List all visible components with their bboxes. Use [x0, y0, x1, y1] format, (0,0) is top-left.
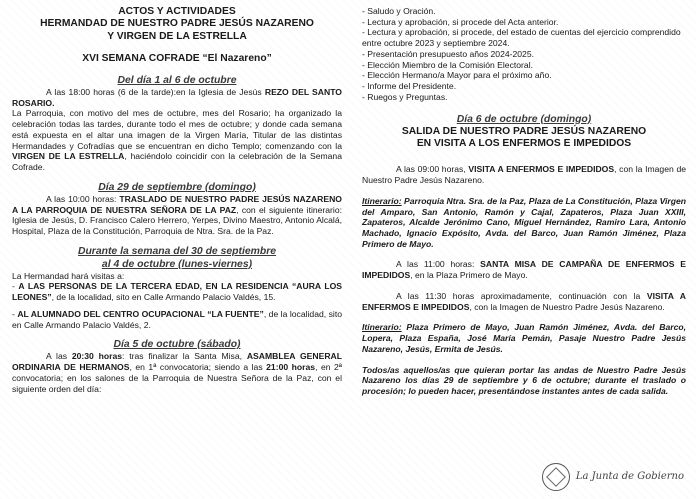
paragraph: [362, 291, 686, 312]
list-item: - Presentación presupuesto años 2024-2025.: [362, 48, 534, 59]
text: A las 11:00 horas:: [396, 259, 481, 270]
list-item: - Lectura y aprobación, si procede del Acta anterior.: [362, 16, 559, 27]
text-bold: REZO DEL SANTO ROSARIO.: [12, 86, 342, 108]
paragraph: [12, 87, 342, 108]
text-bold: VISITA A ENFERMOS E IMPEDIDOS: [468, 164, 615, 175]
closing-note: Todos/as aquellos/as que quieran portar las andas de Nuestro Padre Jesús Nazareno los días 29 de septiembre y 6 de octubre; durante el traslado o procesión; lo pueden hacer, presentándose instantes antes de cada salida.: [362, 364, 686, 397]
signature-text: La Junta de Gobierno: [575, 470, 684, 482]
text: , de la localidad, sito en Calle Armando Palacio Valdés, 2.: [12, 308, 342, 330]
list-item: - Informe del Presidente.: [362, 81, 457, 92]
section-title: [362, 126, 686, 151]
list-item: - Ruegos y Preguntas.: [362, 91, 448, 102]
text: A las: [46, 351, 72, 362]
text: A las 09:00 horas,: [396, 164, 469, 175]
itinerary-paragraph: [362, 322, 686, 354]
text-bold: VISITA A ENFERMOS E IMPEDIDOS: [362, 290, 686, 312]
itinerary-paragraph: [362, 196, 686, 250]
left-column: [12, 6, 342, 394]
text: , con la Imagen de Nuestro Padre Jesús Nazareno.: [469, 301, 665, 312]
section-date: Día 5 de octubre (sábado): [113, 339, 241, 351]
text: -: [12, 281, 19, 292]
text-bold: TRASLADO DE NUESTRO PADRE JESÚS NAZARENO A LA PARROQUIA DE NUESTRA SEÑORA DE LA PAZ: [12, 193, 342, 215]
list-item: - Elección Miembro de la Comisión Electoral.: [362, 59, 533, 70]
date-line: Durante la semana del 30 de septiembre: [77, 245, 277, 257]
header-line: ACTOS Y ACTIVIDADES: [118, 6, 236, 17]
paragraph: [362, 164, 686, 185]
itinerary-label: Itinerario:: [362, 322, 402, 333]
seal-icon: [542, 463, 570, 491]
paragraph: [12, 108, 342, 172]
text: -: [12, 308, 18, 319]
section-date: Del día 1 al 6 de octubre: [117, 74, 237, 86]
date-line: al 4 de octubre (lunes-viernes): [101, 258, 253, 270]
text-bold: VIRGEN DE LA ESTRELLA: [12, 151, 125, 162]
text-bold: 21:00 horas: [266, 362, 316, 373]
list-item: - Saludo y Oración.: [362, 6, 436, 16]
text: : tras finalizar la Santa Misa,: [122, 351, 247, 362]
text: , con la Imagen de Nuestro Padre Jesús Nazareno.: [362, 164, 687, 186]
paragraph: La Hermandad hará visitas a:: [12, 270, 125, 281]
text: , con el siguiente itinerario: Iglesia de Jesús, D. Francisco Calero Herrero, Yerpes, Divino Maestro, Antonio Alcalá, Hospital, Plaza de la Constitución, Parroquia de Ntra. Sra. de la Paz.: [12, 204, 342, 236]
agenda-list: [362, 6, 686, 103]
section-date: [12, 245, 342, 271]
list-item: - Elección Hermano/a Mayor para el próximo año.: [362, 70, 552, 81]
text: A las 11:30 horas aproximadamente, continuación con la: [396, 290, 647, 301]
list-item: - Lectura y aprobación, si procede, del estado de cuentas del ejercicio comprendido entre octubre 2023 y septiembre 2024.: [362, 27, 681, 49]
text: A las 18:00 horas (6 de la tarde):en la Iglesia de Jesús: [46, 86, 265, 97]
text-bold: 20:30 horas: [71, 351, 123, 362]
text: , de la localidad, sito en Calle Armando Palacio Valdés, 15.: [51, 292, 276, 303]
title-line: SALIDA DE NUESTRO PADRE JESÚS NAZARENO: [401, 125, 647, 137]
paragraph: [12, 351, 342, 394]
right-column: [362, 6, 686, 397]
paragraph: [12, 194, 342, 237]
itinerary-text: Plaza Primero de Mayo, Juan Ramón Jiménez, Avda. del Barco, Lopera, Plaza España, José María Pemán, Pasaje Nuestro Padre Jesús Nazareno, Jesús, Ermita de Jesús.: [362, 322, 686, 354]
itinerary-text: Parroquia Ntra. Sra. de la Paz, Plaza de La Constitución, Plaza Virgen del Amparo, San Antonio, Ramón y Cajal, Zapateros, Plaza Juan XXIII, Zapateros, Alcalde Jerónimo Cano, Miguel Hernández, Ramiro Lara, Antonio Machado, Ignacio Expósito, Avda. del Barco, Juan Ramón Jiménez, Plaza Primero de Mayo.: [362, 195, 686, 249]
text: , en 2ª convocatoria; en los salones de la Parroquia de Nuestra Señora de la Paz, con el siguiente orden del día:: [12, 362, 342, 394]
paragraph: [12, 281, 342, 302]
text-bold: SANTA MISA DE CAMPAÑA DE ENFERMOS E IMPEDIDOS: [362, 259, 687, 281]
signature-block: [542, 463, 684, 491]
text: , en la Plaza Primero de Mayo.: [410, 270, 528, 281]
text: , en 1ª convocatoria; siendo a las: [129, 362, 267, 373]
title-line: EN VISITA A LOS ENFERMOS E IMPEDIDOS: [416, 137, 632, 149]
paragraph: [12, 309, 342, 330]
doc-header: [12, 6, 342, 43]
header-line: Y VIRGEN DE LA ESTRELLA: [107, 30, 247, 42]
text-bold: A LAS PERSONAS DE LA TERCERA EDAD, EN LA RESIDENCIA “AURA LOS LEONES”: [12, 281, 343, 303]
text: , haciéndolo coincidir con la celebración de la Semana Cofrade.: [12, 151, 342, 173]
text-bold: ASAMBLEA GENERAL ORDINARIA DE HERMANOS: [12, 351, 342, 373]
text: La Parroquia, con motivo del mes de octubre, mes del Rosario; ha organizado la celebración todas las tardes, durante todo el mes de octubre; y donde cada semana está expuesta en el altar una imagen de la Virgen María, Titular de las distintas Hermandades y Cofradías que se encuentran en dicho Templo; comenzando con la: [12, 108, 342, 151]
itinerary-label: Itinerario:: [362, 195, 402, 206]
section-date: Día 6 de octubre (domingo): [456, 113, 592, 125]
text: A las 10:00 horas:: [46, 193, 120, 204]
doc-subtitle: XVI SEMANA COFRADE “El Nazareno”: [82, 53, 272, 65]
header-line: HERMANDAD DE NUESTRO PADRE JESÚS NAZARENO: [40, 18, 314, 30]
paragraph: [362, 259, 686, 280]
section-date: Día 29 de septiembre (domingo): [98, 181, 256, 193]
text-bold: AL ALUMNADO DEL CENTRO OCUPACIONAL “LA FUENTE”: [17, 308, 264, 319]
